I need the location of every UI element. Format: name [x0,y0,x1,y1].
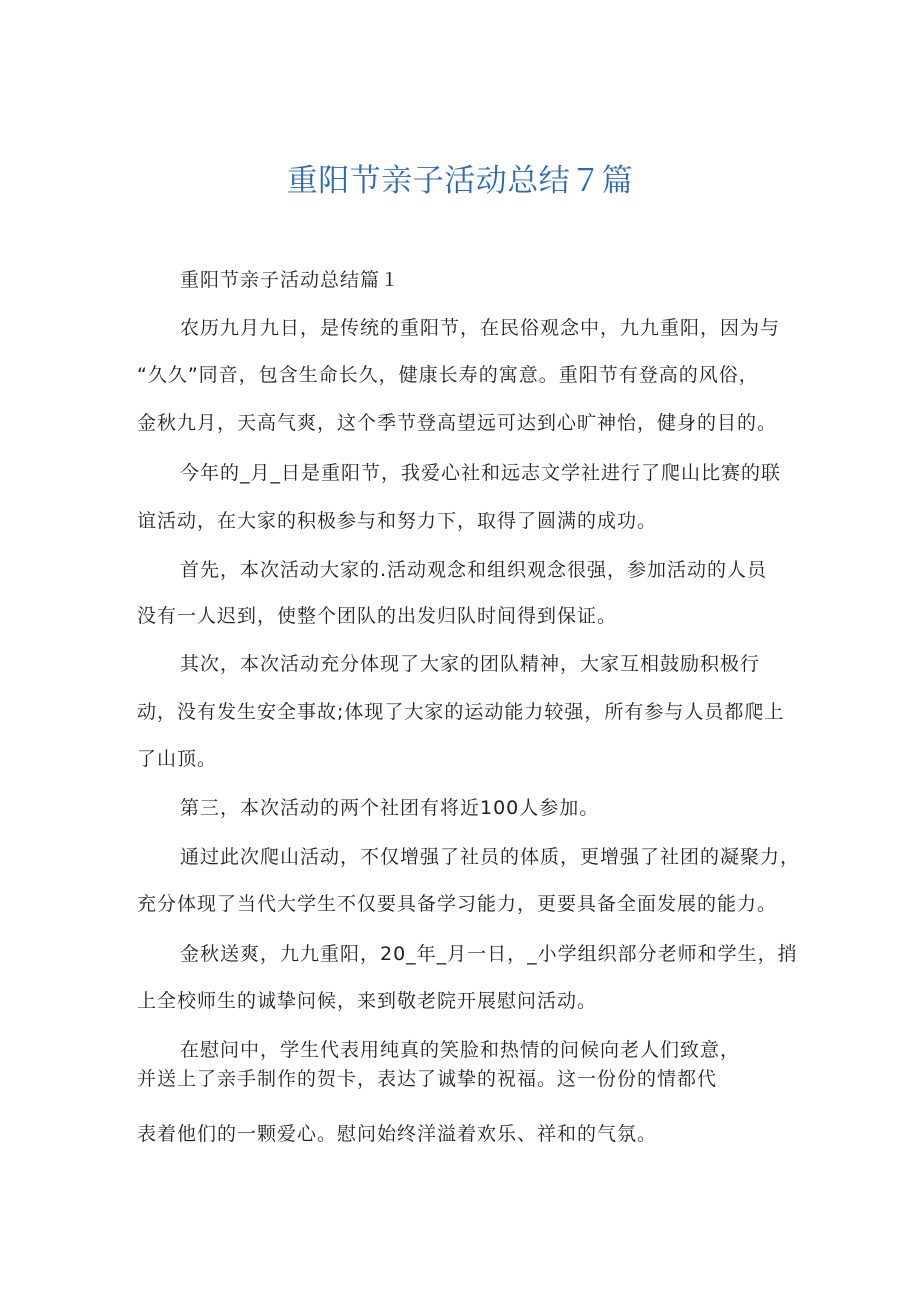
paragraph-line: 首先，本次活动大家的.活动观念和组织观念很强，参加活动的人员 [180,559,768,581]
paragraph-line: 通过此次爬山活动，不仅增强了社员的体质，更增强了社团的凝聚力， [180,846,801,868]
paragraph-line: 了山顶。 [137,748,218,770]
paragraph-line: 农历九月九日，是传统的重阳节，在民俗观念中，九九重阳，因为与 [180,317,781,339]
section-heading: 重阳节亲子活动总结篇１ [180,269,401,291]
page-title: 重阳节亲子活动总结７篇 [286,163,634,199]
paragraph-line: 在慰问中，学生代表用纯真的笑脸和热情的问候向老人们致意， [180,1039,741,1061]
paragraph-line: 第三，本次活动的两个社团有将近100人参加。 [180,797,600,819]
paragraph-line: 并送上了亲手制作的贺卡，表达了诚挚的祝福。这一份份的情都代 [137,1068,718,1090]
paragraph-line: 今年的_月_日是重阳节，我爱心社和远志文学社进行了爬山比赛的联 [180,462,782,484]
paragraph-line: 没有一人迟到，使整个团队的出发归队时间得到保证。 [137,605,618,627]
paragraph-line: 上全校师生的诚挚问候，来到敬老院开展慰问活动。 [137,990,598,1012]
paragraph-line: “久久”同音，包含生命长久，健康长寿的寓意。重阳节有登高的风俗， [137,364,759,386]
paragraph-line: 金秋送爽，九九重阳，20_年_月一日，_小学组织部分老师和学生，捎 [180,943,798,965]
paragraph-line: 其次，本次活动充分体现了大家的团队精神，大家互相鼓励积极行 [180,653,761,675]
paragraph-line: 金秋九月，天高气爽，这个季节登高望远可达到心旷神怡，健身的目的。 [137,412,778,434]
paragraph-line: 动，没有发生安全事故;体现了大家的运动能力较强，所有参与人员都爬上 [137,701,785,723]
paragraph-line: 谊活动，在大家的积极参与和努力下，取得了圆满的成功。 [137,510,658,532]
paragraph-line: 表着他们的一颗爱心。慰问始终洋溢着欢乐、祥和的气氛。 [137,1123,658,1145]
paragraph-line: 充分体现了当代大学生不仅要具备学习能力，更要具备全面发展的能力。 [137,893,778,915]
